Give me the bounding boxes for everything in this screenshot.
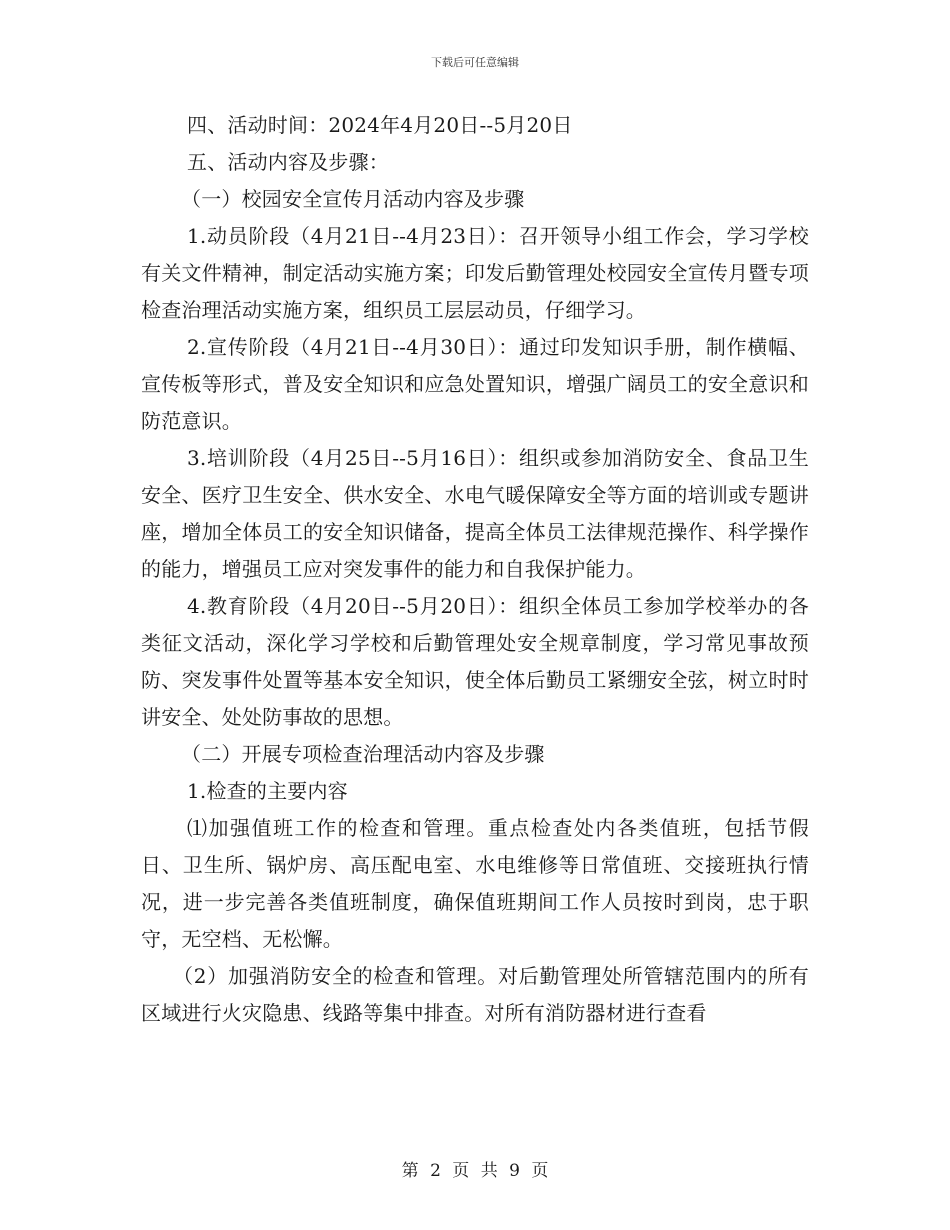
paragraph-duty-inspection: ⑴加强值班工作的检查和管理。重点检查处内各类值班，包括节假日、卫生所、锅炉房、高压配电室、水电维修等日常值班、交接班执行情况，进一步完善各类值班制度，确保值班期间工作人员按时到岗，忠于职守，无空档、无松懈。 (141, 816, 809, 951)
paragraph-inspection-contents-heading: 1.检查的主要内容 (187, 779, 348, 803)
paragraph-training-stage: 3.培训阶段（4月25日--5月16日）：组织或参加消防安全、食品卫生安全、医疗卫生安全、供水安全、水电气暖保障安全等方面的培训或专题讲座，增加全体员工的安全知识储备，提高全体员工法律规范操作、科学操作的能力，增强员工应对突发事件的能力和自我保护能力。 (141, 446, 809, 581)
page-number: 第 2 页 共 9 页 (401, 1161, 549, 1181)
paragraph-education-stage: 4.教育阶段（4月20日--5月20日）：组织全体员工参加学校举办的各类征文活动，深化学习学校和后勤管理处安全规章制度，学习常见事故预防、突发事件处置等基本安全知识，使全体后勤员工紧绷安全弦，树立时时讲安全、处处防事故的思想。 (141, 594, 809, 729)
section-activity-content-heading: 五、活动内容及步骤： (187, 150, 389, 174)
page-header-note: 下载后可任意编辑 (431, 56, 519, 69)
paragraph-publicity-stage: 2.宣传阶段（4月21日--4月30日）：通过印发知识手册，制作横幅、宣传板等形式，普及安全知识和应急处置知识，增强广阔员工的安全意识和防范意识。 (141, 335, 809, 433)
paragraph-mobilization-stage: 1.动员阶段（4月21日--4月23日）：召开领导小组工作会，学习学校有关文件精神，制定活动实施方案；印发后勤管理处校园安全宣传月暨专项检查治理活动实施方案，组织员工层层动员，仔细学习。 (141, 224, 809, 322)
subsection-inspection-heading: （二）开展专项检查治理活动内容及步骤 (181, 742, 545, 766)
paragraph-fire-safety-inspection: （2）加强消防安全的检查和管理。对后勤管理处所管辖范围内的所有区域进行火灾隐患、线路等集中排查。对所有消防器材进行查看 (141, 964, 809, 1025)
document-body (141, 107, 809, 1032)
section-activity-time: 四、活动时间：2024年4月20日--5月20日 (187, 113, 573, 137)
subsection-campus-safety-heading: （一）校园安全宣传月活动内容及步骤 (181, 187, 525, 211)
